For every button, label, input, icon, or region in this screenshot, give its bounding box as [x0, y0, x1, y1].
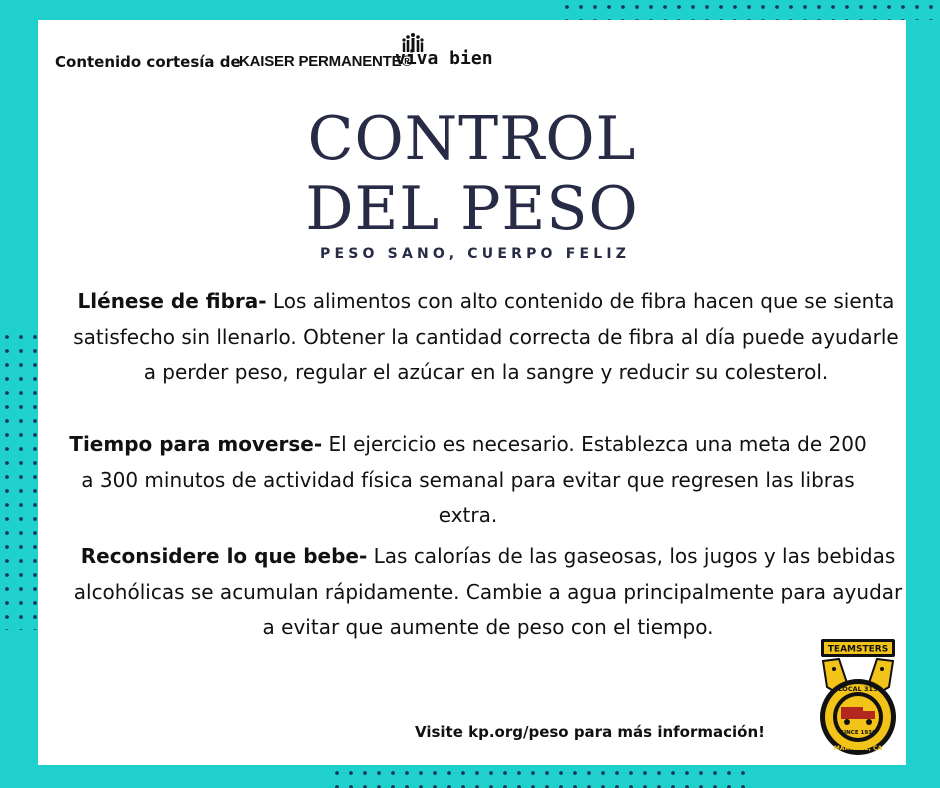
footer-link-text: Visite kp.org/peso para más información! — [415, 723, 765, 741]
title-line-2: DEL PESO — [305, 174, 639, 244]
tip-heading: Reconsidere lo que bebe- — [80, 544, 368, 568]
tip-heading: Llénese de fibra- — [77, 289, 267, 313]
brand-name: KAISER PERMANENTE® — [239, 53, 413, 70]
flyer-card — [38, 20, 906, 765]
badge-since-text: SINCE 1936 — [840, 730, 876, 736]
subtitle: PESO SANO, CUERPO FELIZ — [320, 246, 631, 262]
badge-union-text: LOCAL 315 — [838, 685, 878, 693]
badge-city-text: MARTINEZ, CA — [833, 745, 883, 752]
tip-heading: Tiempo para moverse- — [69, 432, 323, 456]
tip-body: El ejercicio es necesario. Establezca una meta de 200 a 300 minutos de actividad física semanal para evitar que regresen las libras extra. — [81, 432, 867, 527]
decorative-dots-left — [0, 330, 38, 630]
decorative-dots-bottom — [330, 766, 750, 788]
badge-top-text: TEAMSTERS — [827, 644, 889, 655]
tip-fiber — [68, 284, 904, 391]
brand-tagline: viva bien — [395, 48, 493, 69]
tip-exercise — [68, 427, 868, 534]
decorative-dots-top — [560, 0, 940, 20]
title-line-1: CONTROL — [307, 104, 637, 174]
tip-body: Las calorías de las gaseosas, los jugos y las bebidas alcohólicas se acumulan rápidamente. Cambie a agua principalmente para ayudar a evitar que aumente de peso con el tiempo. — [73, 544, 903, 639]
page-title — [38, 104, 906, 244]
teamsters-badge-icon — [817, 637, 899, 761]
tip-drinks — [68, 539, 908, 646]
tip-body: Los alimentos con alto contenido de fibra hacen que se sienta satisfecho sin llenarlo. Obtener la cantidad correcta de fibra al día puede ayudarle a perder peso, regular el azúcar en la sangre y reducir su colesterol. — [73, 289, 899, 384]
courtesy-text: Contenido cortesía de — [55, 53, 241, 71]
